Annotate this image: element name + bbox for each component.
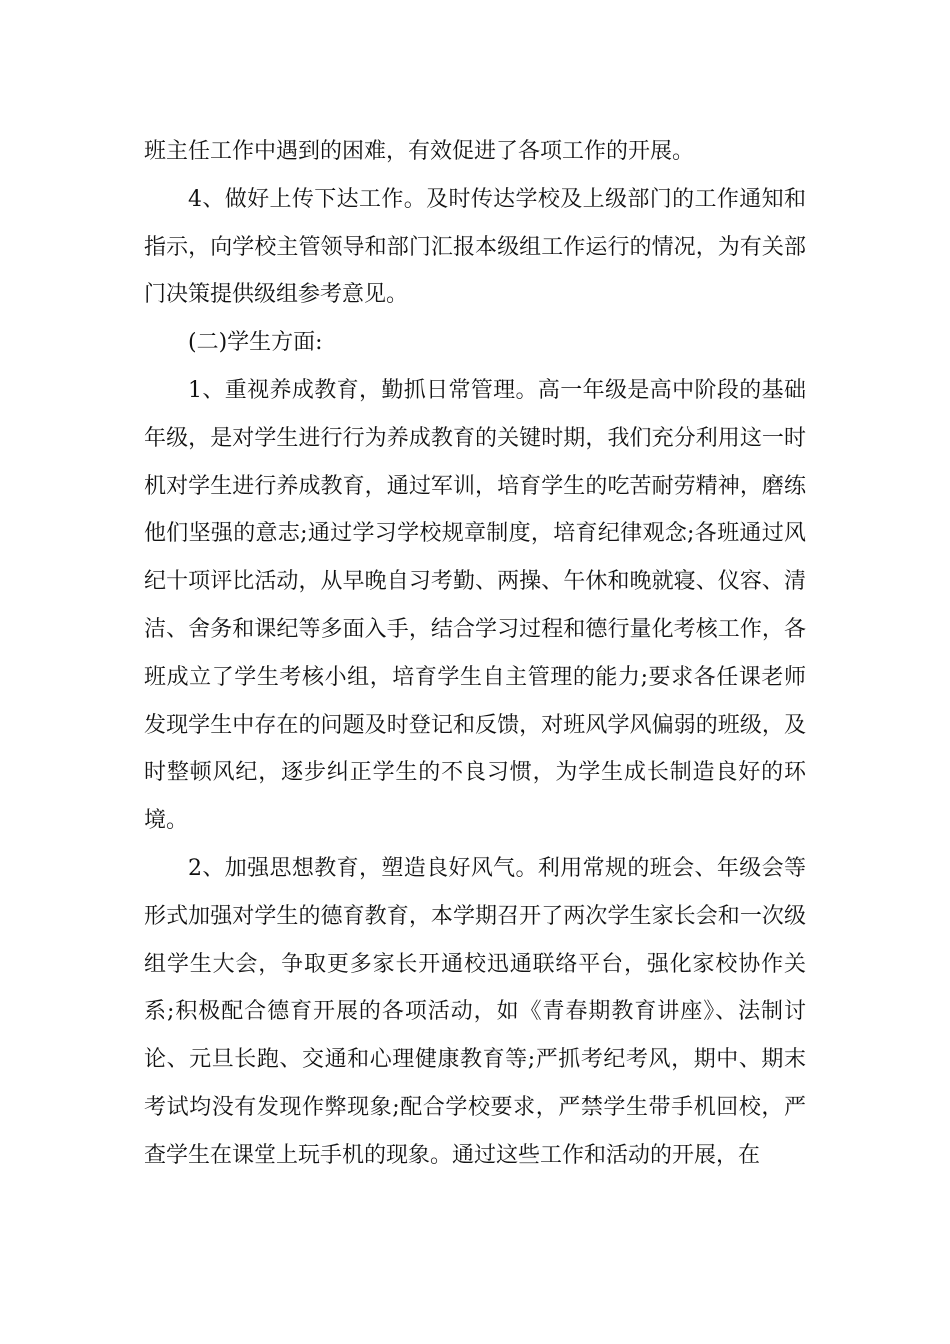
- paragraph-item-2: 2、加强思想教育，塑造良好风气。利用常规的班会、年级会等形式加强对学生的德育教育，本学期召开了两次学生家长会和一次级组学生大会，争取更多家长开通校迅通联络平台，强化家校协作关系;积极配合德育开展的各项活动，如《青春期教育讲座》、法制讨论、元旦长跑、交通和心理健康教育等;严抓考纪考风，期中、期末考试均没有发现作弊现象;配合学校要求，严禁学生带手机回校，严查学生在课堂上玩手机的现象。通过这些工作和活动的开展，在: [144, 855, 806, 1168]
- document-body: [144, 128, 806, 1180]
- paragraph-continuation: 班主任工作中遇到的困难，有效促进了各项工作的开展。: [144, 139, 695, 164]
- paragraph-item-1: 1、重视养成教育，勤抓日常管理。高一年级是高中阶段的基础年级，是对学生进行行为养成教育的关键时期，我们充分利用这一时机对学生进行养成教育，通过军训，培育学生的吃苦耐劳精神，磨练他们坚强的意志;通过学习学校规章制度，培育纪律观念;各班通过风纪十项评比活动，从早晚自习考勤、两操、午休和晚就寝、仪容、清洁、舍务和课纪等多面入手，结合学习过程和德行量化考核工作，各班成立了学生考核小组，培育学生自主管理的能力;要求各任课老师发现学生中存在的问题及时登记和反馈，对班风学风偏弱的班级，及时整顿风纪，逐步纠正学生的不良习惯，为学生成长制造良好的环境。: [144, 377, 806, 834]
- section-heading-students: (二)学生方面:: [188, 330, 323, 356]
- paragraph-item-4: 4、做好上传下达工作。及时传达学校及上级部门的工作通知和指示，向学校主管领导和部门汇报本级组工作运行的情况，为有关部门决策提供级组参考意见。: [144, 186, 806, 308]
